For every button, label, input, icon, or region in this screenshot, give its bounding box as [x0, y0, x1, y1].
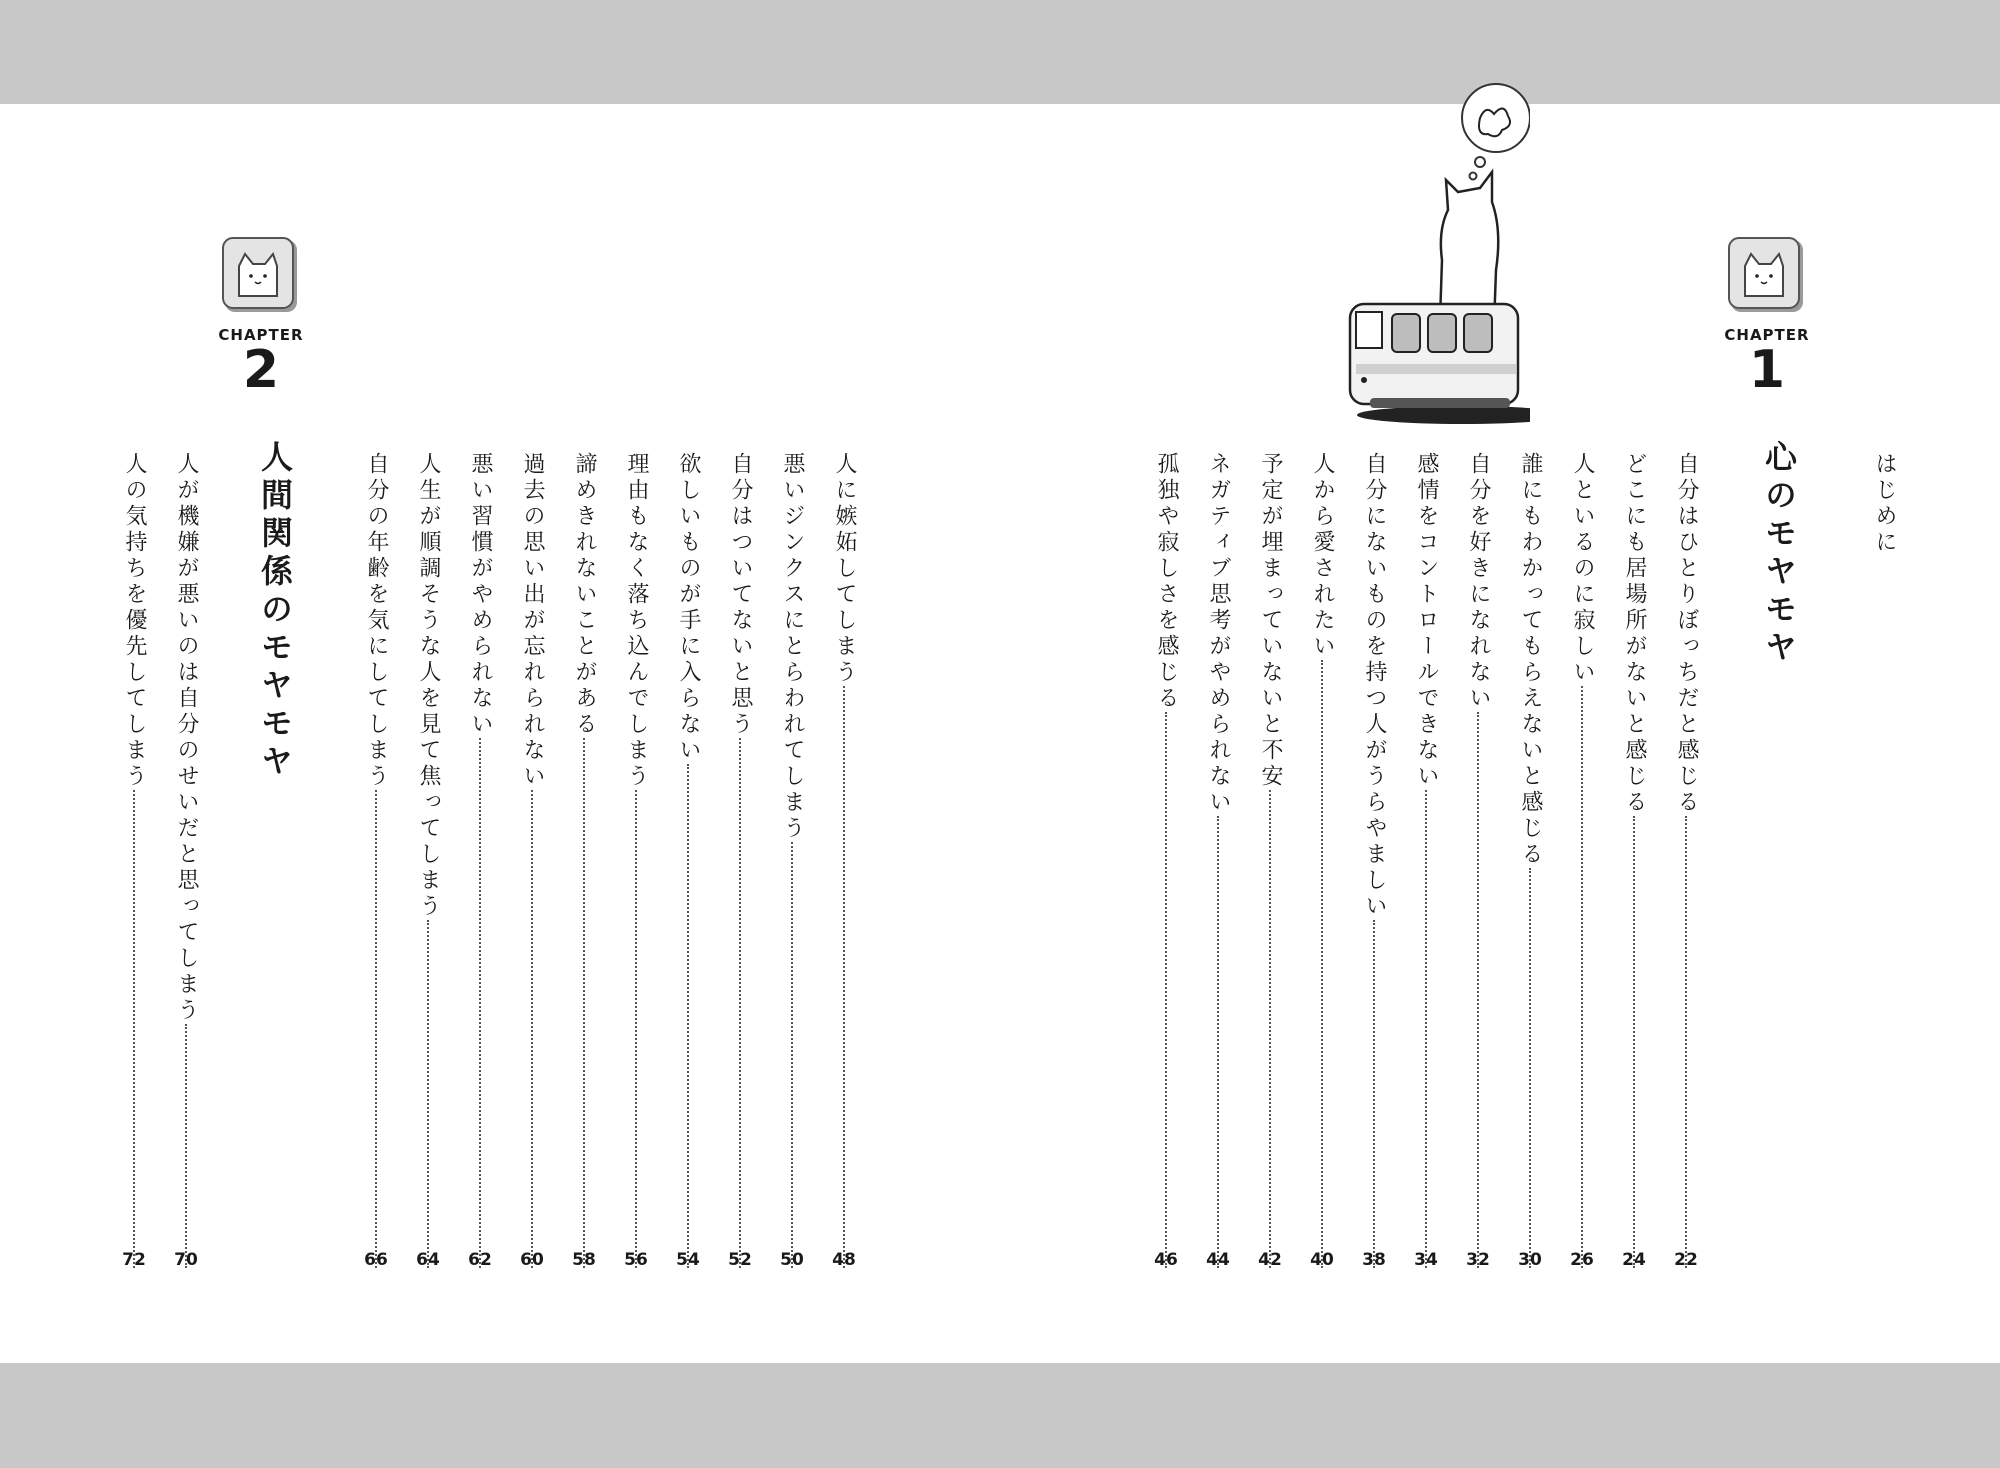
dot-leader	[1581, 686, 1583, 1268]
toc-entry[interactable]	[166, 452, 206, 1268]
top-margin-band	[0, 0, 2000, 104]
toc-entry-title: 人生が順調そうな人を見て焦ってしまう	[416, 452, 441, 920]
toc-page-number: 44	[1206, 1250, 1230, 1270]
toc-entry[interactable]	[772, 452, 812, 1268]
toc-entry-title: 欲しいものが手に入らない	[676, 452, 701, 764]
toc-page-number: 40	[1310, 1250, 1334, 1270]
toc-page-number: 48	[832, 1250, 856, 1270]
chapter-2-label: CHAPTER	[218, 326, 304, 344]
toc-page-number: 52	[728, 1250, 752, 1270]
chapter-1-number: 1	[1748, 340, 1786, 400]
toc-page-number: 66	[364, 1250, 388, 1270]
toc-entry[interactable]	[1198, 452, 1238, 1268]
dot-leader	[427, 920, 429, 1268]
toc-entry-title: 人が機嫌が悪いのは自分のせいだと思ってしまう	[174, 452, 199, 1024]
toc-entry[interactable]	[1510, 452, 1550, 1268]
dot-leader	[133, 790, 135, 1268]
toc-entry[interactable]	[408, 452, 448, 1268]
chapter-1-title: 心のモヤモヤ	[1760, 440, 1798, 668]
toc-page-number: 24	[1622, 1250, 1646, 1270]
toc-entry[interactable]	[564, 452, 604, 1268]
toc-page-number: 26	[1570, 1250, 1594, 1270]
toc-page-number: 46	[1154, 1250, 1178, 1270]
toc-entry-title: 自分はひとりぼっちだと感じる	[1674, 452, 1699, 816]
toc-entry-title: 孤独や寂しさを感じる	[1154, 452, 1179, 712]
toc-page-number: 56	[624, 1250, 648, 1270]
toc-entry-title: 人といるのに寂しい	[1570, 452, 1595, 686]
toc-page-number: 62	[468, 1250, 492, 1270]
dot-leader	[791, 842, 793, 1268]
cat-face-icon	[221, 236, 301, 316]
toc-page-number: 60	[520, 1250, 544, 1270]
toc-entry[interactable]	[824, 452, 864, 1268]
toc-entry[interactable]	[616, 452, 656, 1268]
dot-leader	[1685, 816, 1687, 1268]
toc-page-number: 38	[1362, 1250, 1386, 1270]
toc-page-number: 58	[572, 1250, 596, 1270]
toc-entry-title: 自分を好きになれない	[1466, 452, 1491, 712]
toc-entry[interactable]	[1302, 452, 1342, 1268]
toc-entry-title: 過去の思い出が忘れられない	[520, 452, 545, 790]
dot-leader	[1529, 868, 1531, 1268]
dot-leader	[1165, 712, 1167, 1268]
toc-page-number: 64	[416, 1250, 440, 1270]
toc-page-number: 42	[1258, 1250, 1282, 1270]
dot-leader	[479, 738, 481, 1268]
dot-leader	[635, 790, 637, 1268]
toc-page-number: 22	[1674, 1250, 1698, 1270]
toc-entry-title: 誰にもわかってもらえないと感じる	[1518, 452, 1543, 868]
toc-entry-title: 自分の年齢を気にしてしまう	[364, 452, 389, 790]
toc-page-number: 30	[1518, 1250, 1542, 1270]
toc-entry[interactable]	[460, 452, 500, 1268]
toc-entry[interactable]	[1614, 452, 1654, 1268]
toc-entry[interactable]	[356, 452, 396, 1268]
toc-page-number: 54	[676, 1250, 700, 1270]
dot-leader	[687, 764, 689, 1268]
toc-entry-title: 人に嫉妬してしまう	[832, 452, 857, 686]
toc-entry[interactable]	[1562, 452, 1602, 1268]
toc-entry[interactable]	[1146, 452, 1186, 1268]
toc-page-number: 34	[1414, 1250, 1438, 1270]
toc-entry-title: ネガティブ思考がやめられない	[1206, 452, 1231, 816]
toc-entry-title: どこにも居場所がないと感じる	[1622, 452, 1647, 816]
cat-on-train-illustration	[1330, 80, 1530, 430]
front-matter-title: はじめに	[1872, 452, 1897, 556]
toc-entry[interactable]	[668, 452, 708, 1268]
toc-entry-title: 諦めきれないことがある	[572, 452, 597, 738]
toc-entry[interactable]	[1666, 452, 1706, 1268]
chapter-2-title: 人間関係のモヤモヤ	[256, 440, 294, 782]
toc-page-number: 72	[122, 1250, 146, 1270]
toc-entry[interactable]	[720, 452, 760, 1268]
chapter-2-badge	[218, 236, 304, 426]
toc-page-number: 50	[780, 1250, 804, 1270]
toc-entry-title: 予定が埋まっていないと不安	[1258, 452, 1283, 790]
dot-leader	[1477, 712, 1479, 1268]
dot-leader	[1373, 920, 1375, 1268]
toc-entry-title: 悪い習慣がやめられない	[468, 452, 493, 738]
dot-leader	[739, 738, 741, 1268]
toc-page-number: 32	[1466, 1250, 1490, 1270]
dot-leader	[1425, 790, 1427, 1268]
dot-leader	[1321, 660, 1323, 1268]
toc-entry[interactable]	[1406, 452, 1446, 1268]
toc-entry[interactable]	[114, 452, 154, 1268]
bottom-margin-band	[0, 1363, 2000, 1468]
chapter-1-badge	[1724, 236, 1810, 426]
toc-entry[interactable]	[1250, 452, 1290, 1268]
cat-face-icon	[1727, 236, 1807, 316]
toc-entry-title: 人から愛されたい	[1310, 452, 1335, 660]
toc-entry-title: 理由もなく落ち込んでしまう	[624, 452, 649, 790]
toc-entry-title: 悪いジンクスにとらわれてしまう	[780, 452, 805, 842]
toc-page-number: 70	[174, 1250, 198, 1270]
dot-leader	[1269, 790, 1271, 1268]
toc-entry[interactable]	[512, 452, 552, 1268]
dot-leader	[531, 790, 533, 1268]
dot-leader	[375, 790, 377, 1268]
toc-entry-title: 自分はついてないと思う	[728, 452, 753, 738]
toc-entry[interactable]	[1354, 452, 1394, 1268]
toc-entry-title: 感情をコントロールできない	[1414, 452, 1439, 790]
dot-leader	[583, 738, 585, 1268]
dot-leader	[1217, 816, 1219, 1268]
toc-entry-title: 人の気持ちを優先してしまう	[122, 452, 147, 790]
dot-leader	[185, 1024, 187, 1268]
dot-leader	[1633, 816, 1635, 1268]
toc-entry-title: 自分にないものを持つ人がうらやましい	[1362, 452, 1387, 920]
toc-entry[interactable]	[1458, 452, 1498, 1268]
chapter-2-number: 2	[242, 340, 280, 400]
dot-leader	[843, 686, 845, 1268]
chapter-1-label: CHAPTER	[1724, 326, 1810, 344]
